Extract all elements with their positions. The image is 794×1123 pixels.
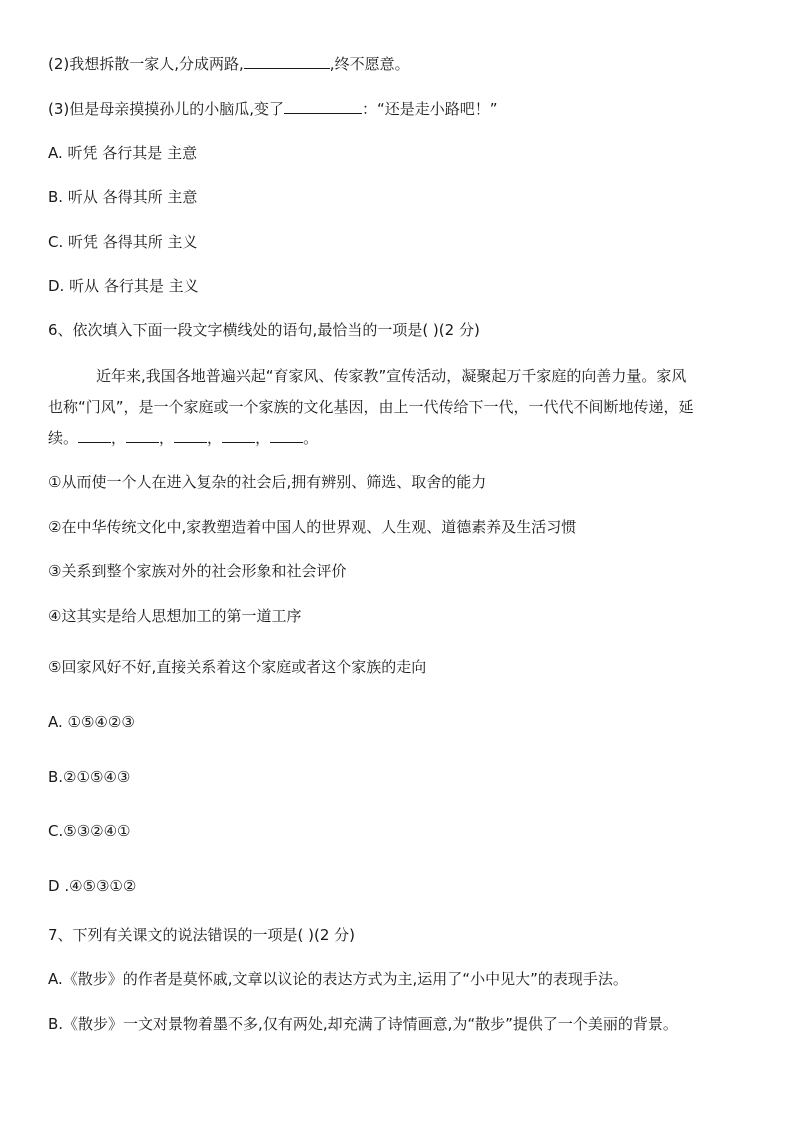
q5-item-3-suffix: ：“还是走小路吧！” [362,100,498,118]
separator: ， [111,429,127,447]
q6-option-a[interactable]: A. ①⑤④②③ [48,713,135,731]
q6-sentence-5: ⑤回家风好不好,直接关系着这个家庭或者这个家族的走向 [48,658,427,676]
q5-option-d[interactable]: D. 听从 各行其是 主义 [48,277,199,295]
fill-blank-1[interactable] [78,427,111,443]
q6-passage-text-1: 近年来,我国各地普遍兴起“育家风、传家教”宣传活动，凝聚起万千家庭的向善力量。家风 [96,367,687,385]
q6-passage-line-3 [48,423,748,454]
q6-sentence-4: ④这其实是给人思想加工的第一道工序 [48,607,302,625]
q5-item-2 [48,53,410,74]
fill-blank-4[interactable] [222,427,255,443]
q6-stem: 6、依次填入下面一段文字横线处的语句,最恰当的一项是( )(2 分) [48,321,480,339]
q6-passage [48,361,748,454]
q5-item-2-suffix: ,终不愿意。 [329,55,410,73]
fill-blank[interactable] [284,98,362,114]
separator: ， [159,429,175,447]
q7-option-b[interactable]: B.《散步》一文对景物着墨不多,仅有两处,却充满了诗情画意,为“散步”提供了一个美丽的背景。 [48,1015,678,1033]
q6-option-c[interactable]: C.⑤③②④① [48,822,131,840]
q6-passage-line-1 [48,361,748,392]
fill-blank-2[interactable] [126,427,159,443]
q6-sentence-3: ③关系到整个家族对外的社会形象和社会评价 [48,562,347,580]
full-stop: 。 [303,429,319,447]
q6-passage-line-2: 也称“门风”，是一个家庭或一个家族的文化基因，由上一代传给下一代，一代代不间断地传递，延 [48,398,694,416]
q6-sentence-1: ①从而使一个人在进入复杂的社会后,拥有辨别、筛选、取舍的能力 [48,473,487,491]
q6-option-b[interactable]: B.②①⑤④③ [48,768,131,786]
fill-blank[interactable] [244,53,330,69]
separator: ， [255,429,271,447]
q6-sentence-2: ②在中华传统文化中,家教塑造着中国人的世界观、人生观、道德素养及生活习惯 [48,518,577,536]
q5-option-a[interactable]: A. 听凭 各行其是 主意 [48,144,198,162]
q6-passage-text-3: 续。 [48,429,79,447]
q5-option-b[interactable]: B. 听从 各得其所 主意 [48,188,198,206]
q7-stem: 7、下列有关课文的说法错误的一项是( )(2 分) [48,926,356,944]
q5-item-3-prefix: (3)但是母亲摸摸孙儿的小脑瓜,变了 [48,100,285,118]
separator: ， [207,429,223,447]
fill-blank-5[interactable] [270,427,303,443]
q5-item-2-prefix: (2)我想拆散一家人,分成两路, [48,55,244,73]
q6-option-d[interactable]: D .④⑤③①② [48,877,137,895]
fill-blank-3[interactable] [174,427,207,443]
q5-item-3 [48,98,498,119]
q5-option-c[interactable]: C. 听凭 各得其所 主义 [48,233,198,251]
q7-option-a[interactable]: A.《散步》的作者是莫怀戚,文章以议论的表达方式为主,运用了“小中见大”的表现手法。 [48,970,628,988]
